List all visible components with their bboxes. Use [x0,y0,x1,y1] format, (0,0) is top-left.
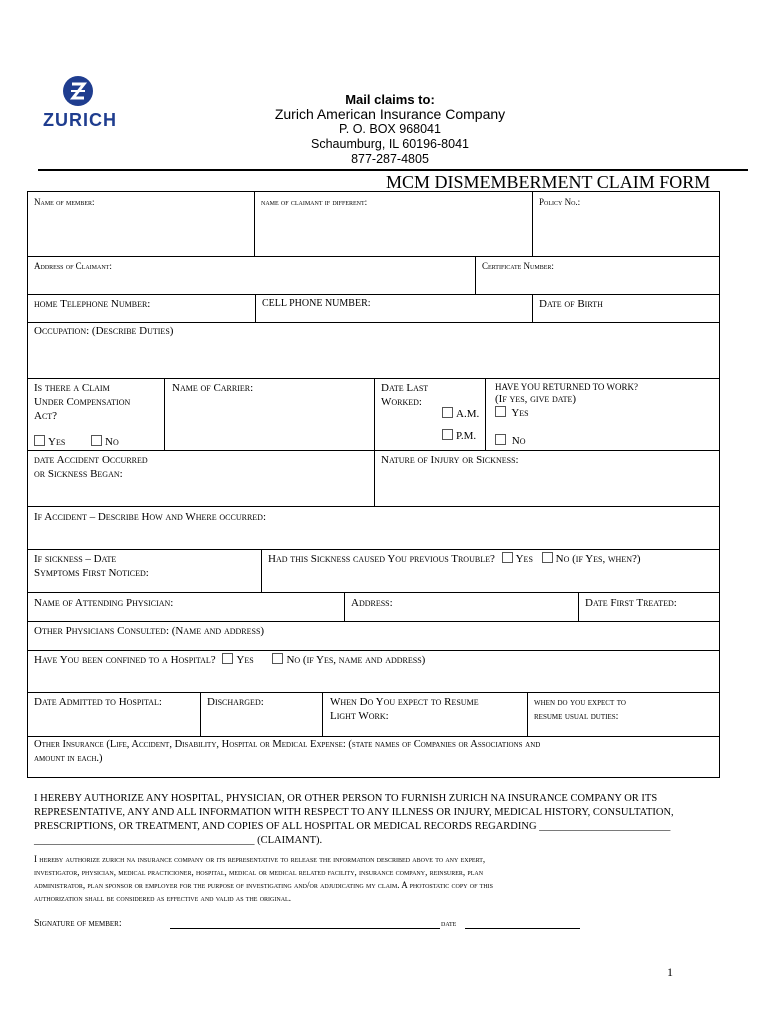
occupation-label: Occupation: (Describe Duties) [34,325,174,337]
authorization-paragraph-2 [34,853,493,905]
if-sickness-line1: If sickness – Date [34,553,117,565]
auth2-line4: authorization shall be considered as effective and valid as the original. [34,893,291,903]
signature-label: Signature of member: [34,918,122,929]
date-accident-label [34,453,148,481]
resume-light-line1: When Do You expect to Resume [330,696,479,708]
auth-line1: I HEREBY AUTHORIZE ANY HOSPITAL, PHYSICIAN, OR OTHER PERSON TO FURNISH ZURICH NA INSURANCE COMPANY OR ITS [34,793,658,804]
auth-line3: PRESCRIPTIONS, OR TREATMENT, AND COPIES OF ALL HOSPITAL OR MEDICAL RECORDS REGARDING _________________________ [34,821,671,832]
if-sickness-line2: Symptoms First Noticed: [34,567,149,579]
pm-label: P.M. [456,430,477,442]
previous-trouble-yes-label: Yes [515,553,533,565]
auth-line4: __________________________________________ (CLAIMANT). [34,835,323,846]
resume-usual-line2: resume usual duties: [534,711,619,722]
previous-trouble-no-label: No (if Yes, when?) [555,553,641,565]
mail-heading: Mail claims to: [345,92,435,107]
date-admitted-label: Date Admitted to Hospital: [34,696,162,708]
previous-trouble-no-checkbox[interactable] [542,552,553,563]
authorization-paragraph-1 [34,792,674,848]
compensation-no[interactable] [91,435,119,449]
am-checkbox[interactable] [442,407,453,418]
other-insurance-label [34,738,718,766]
claim-comp-line1: Is there a Claim [34,382,110,394]
nature-of-injury-label: Nature of Injury or Sickness: [381,454,519,466]
returned-yes-checkbox[interactable] [495,406,506,417]
other-physicians-label: Other Physicians Consulted: (Name and address) [34,625,265,637]
yes-label: Yes [48,436,66,448]
pm-option[interactable] [442,429,476,443]
compensation-no-checkbox[interactable] [91,435,102,446]
returned-give-date-label: (If yes, give date) [495,393,577,405]
po-box: P. O. BOX 968041 [339,122,441,136]
form-title: MCM DISMEMBERMENT CLAIM FORM [386,172,711,192]
company-name: Zurich American Insurance Company [274,106,506,122]
home-telephone-label: home Telephone Number: [34,298,151,310]
certificate-number-label: Certificate Number: [482,261,554,271]
date-label: date [441,918,457,928]
claim-form-table [27,191,720,778]
date-accident-line2: or Sickness Began: [34,468,123,480]
signature-line[interactable] [170,928,440,929]
auth2-line2: investigator, physician, medical practicioner, hospital, medical or medical related facility, insurance company, reinsurer, plan [34,867,484,877]
confined-hospital-text: Have You been confined to a Hospital? [34,654,216,666]
returned-no[interactable] [495,434,525,448]
returned-no-checkbox[interactable] [495,434,506,445]
resume-usual-label [534,696,626,724]
returned-yes[interactable] [495,406,529,420]
confined-yes-label: Yes [236,654,254,666]
resume-light-line2: Light Work: [330,710,389,722]
date-last-line1: Date Last [381,382,429,394]
phone-number: 877-287-4805 [351,152,429,166]
zurich-logo [28,72,128,134]
address-label: Address: [351,597,393,609]
city-line: Schaumburg, IL 60196-8041 [311,137,469,151]
date-of-birth-label: Date of Birth [539,298,603,310]
date-last-line2: Worked: [381,396,422,408]
returned-to-work-label: HAVE YOU RETURNED TO WORK? [495,382,638,392]
claim-comp-line2: Under Compensation [34,396,131,408]
address-of-claimant-label: Address of Claimant: [34,261,112,271]
previous-trouble-text: Had this Sickness caused You previous Trouble? [268,553,495,565]
auth2-line1: I hereby authorize zurich na insurance company or its representative to release the information described above to any expert, [34,854,486,864]
auth2-line3: administrator, plan sponsor or employer for the purpose of investigating and/or adjudicating my claim. A photostatic copy of this [34,880,494,890]
name-of-carrier-label: Name of Carrier: [172,382,254,394]
name-of-claimant-label: name of claimant if different: [261,197,368,207]
date-accident-line1: date Accident Occurred [34,454,148,466]
pm-checkbox[interactable] [442,429,453,440]
previous-trouble-label [268,552,641,566]
other-insurance-line1: Other Insurance (Life, Accident, Disability, Hospital or Medical Expense: (state names of Companies or Associations and [34,739,541,750]
zurich-z-logo-icon [63,76,93,106]
confined-no-checkbox[interactable] [272,653,283,664]
policy-no-label: Policy No.: [539,197,581,207]
previous-trouble-yes-checkbox[interactable] [502,552,513,563]
confined-yes-checkbox[interactable] [222,653,233,664]
cell-phone-label: CELL PHONE NUMBER: [262,298,371,309]
discharged-label: Discharged: [207,696,264,708]
mail-address-block [250,92,530,167]
auth-line2: REPRESENTATIVE, ANY AND ALL INFORMATION WITH RESPECT TO ANY ILLNESS OR INJURY, MEDICAL HISTORY, CONSULTATION, [34,807,674,818]
am-option[interactable] [442,407,479,421]
confined-no-label: No (if Yes, name and address) [286,654,426,666]
resume-usual-line1: when do you expect to [534,697,626,708]
if-accident-label: If Accident – Describe How and Where occurred: [34,511,266,523]
logo-wordmark: ZURICH [43,110,117,130]
compensation-yes[interactable] [34,435,65,449]
claim-comp-line3: Act? [34,410,58,422]
attending-physician-label: Name of Attending Physician: [34,597,174,609]
returned-yes-label: Yes [511,407,529,419]
date-first-treated-label: Date First Treated: [585,597,677,609]
header-divider [38,169,748,171]
returned-no-label: No [511,435,526,447]
no-label: No [105,436,119,448]
page-number: 1 [667,965,673,979]
date-last-worked-label [381,381,428,409]
am-label: A.M. [456,408,480,420]
resume-light-work-label [330,695,479,723]
claim-compensation-label [34,381,130,423]
other-insurance-line2: amount in each.) [34,753,103,764]
name-of-member-label: Name of member: [34,197,95,207]
compensation-yes-checkbox[interactable] [34,435,45,446]
date-line[interactable] [465,928,580,929]
if-sickness-label [34,552,149,580]
confined-hospital-label [34,653,425,667]
